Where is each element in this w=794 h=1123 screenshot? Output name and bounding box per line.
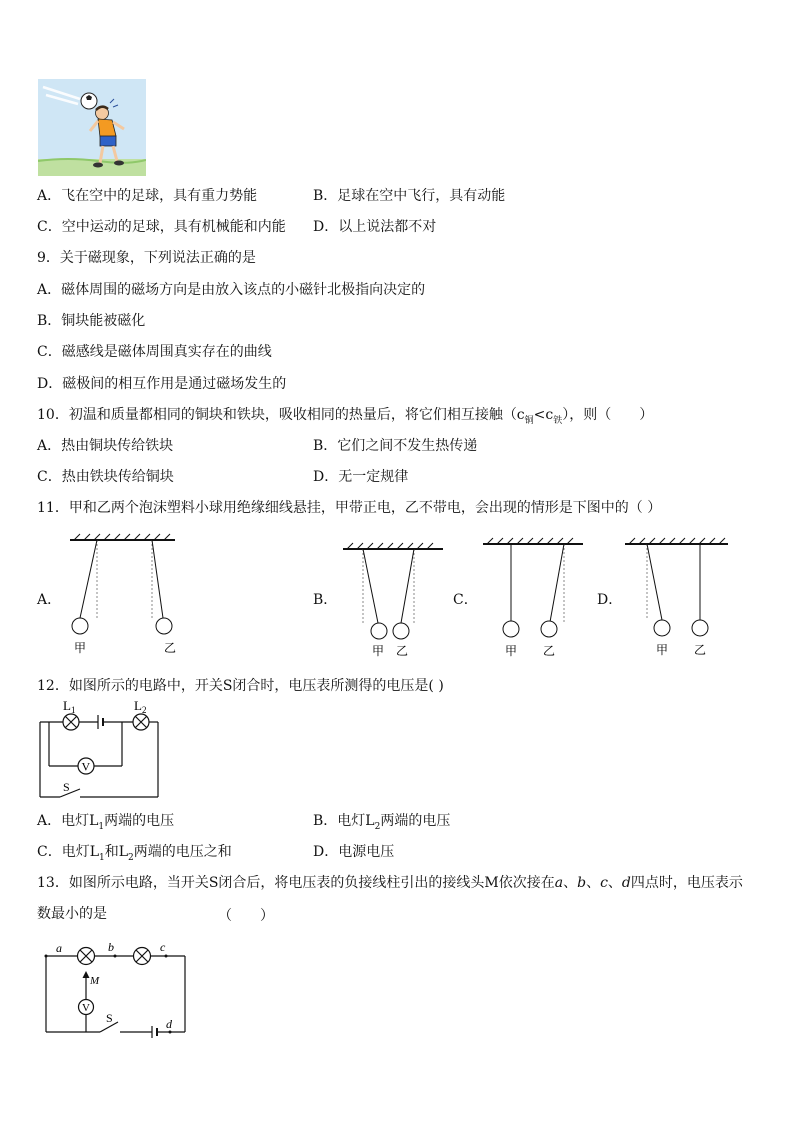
q8-option-b: B．足球在空中飞行，具有动能: [313, 188, 506, 204]
q11-c-jia: 甲: [505, 644, 518, 658]
q12-option-b: B．电灯$L_2$两端的电压: [313, 813, 451, 832]
q11-d-jia: 甲: [656, 643, 669, 657]
q10-option-d: D．无一定规律: [313, 469, 409, 485]
q10-sub-iron: 铁: [553, 415, 563, 426]
q13-point-c: c: [160, 940, 166, 954]
q10-stem-b: ），则（ ）: [562, 407, 654, 423]
q12-switch-label: S: [63, 780, 70, 794]
q8-option-d: D．以上说法都不对: [313, 219, 437, 235]
q9-option-a: A．磁体周围的磁场方向是由放入该点的小磁针北极指向决定的: [37, 282, 426, 298]
q13-point-a: a: [56, 941, 62, 955]
q11-label-c: C．: [453, 592, 478, 608]
q13-stem-line1: 13．如图所示电路，当开关S闭合后，将电压表的负接线柱引出的接线头M依次接在a、b、c、d四点时，电压表示: [37, 875, 743, 891]
q10-option-b: B．它们之间不发生热传递: [313, 438, 478, 454]
q13-switch-label: S: [106, 1011, 113, 1025]
q9-option-d: D．磁极间的相互作用是通过磁场发生的: [37, 376, 287, 392]
q9-option-b: B．铜块能被磁化: [37, 313, 146, 329]
q13-point-d: d: [166, 1017, 172, 1031]
q13-circuit: [40, 938, 190, 1038]
q10-stem-a: 10．初温和质量都相同的铜块和铁块，吸收相同的热量后，将它们相互接触（c: [37, 407, 525, 423]
q9-option-c: C．磁感线是磁体周围真实存在的曲线: [37, 344, 272, 360]
q10-option-a: A．热由铜块传给铁块: [37, 438, 174, 454]
q12-l2-label: $L_2$: [134, 700, 147, 715]
q11-d-yi: 乙: [694, 643, 707, 657]
q11-label-b: B．: [313, 592, 338, 608]
q11-figure-c: [478, 532, 588, 662]
football-heading-image: [38, 79, 146, 176]
q13-stem-line2: 数最小的是: [37, 906, 107, 922]
q12-option-c: C．电灯$L_1$和$L_2$两端的电压之和: [37, 844, 232, 863]
q11-stem: 11．甲和乙两个泡沫塑料小球用绝缘细线悬挂，甲带正电，乙不带电，会出现的情形是下图中的（ ）: [37, 500, 662, 516]
q10-sub-copper: 铜: [524, 415, 534, 426]
q9-stem: 9．关于磁现象，下列说法正确的是: [37, 250, 256, 266]
q12-l1-label: $L_1$: [63, 700, 76, 715]
q11-figure-b: [338, 537, 448, 662]
q12-stem: 12．如图所示的电路中，开关S闭合时，电压表所测得的电压是( ): [37, 678, 444, 694]
q12-circuit: [36, 700, 166, 805]
q10-less-than: <c: [533, 407, 554, 423]
q10-option-c: C．热由铁块传给铜块: [37, 469, 174, 485]
q11-b-jia: 甲: [372, 644, 385, 658]
q13-point-b: b: [108, 940, 114, 954]
q13-voltmeter-label: V: [82, 1002, 90, 1014]
q11-figure-d: [620, 532, 735, 662]
q12-option-d: D．电源电压: [313, 844, 395, 860]
q11-figure-a: [60, 530, 180, 660]
q12-voltmeter-label: V: [81, 759, 91, 774]
q8-option-c: C．空中运动的足球，具有机械能和内能: [37, 219, 286, 235]
q11-b-yi: 乙: [396, 644, 409, 658]
q12-option-a: A．电灯$L_1$两端的电压: [37, 813, 175, 832]
q11-label-d: D．: [597, 592, 623, 608]
q13-point-m: M: [90, 975, 100, 987]
q11-label-a: A．: [37, 592, 62, 608]
q10-stem: [37, 406, 653, 430]
q11-c-yi: 乙: [543, 644, 556, 658]
q8-option-a: A．飞在空中的足球，具有重力势能: [37, 188, 258, 204]
q11-a-jia: 甲: [74, 641, 87, 655]
q11-a-yi: 乙: [164, 641, 177, 655]
q13-answer-bracket: （ ）: [218, 908, 274, 924]
